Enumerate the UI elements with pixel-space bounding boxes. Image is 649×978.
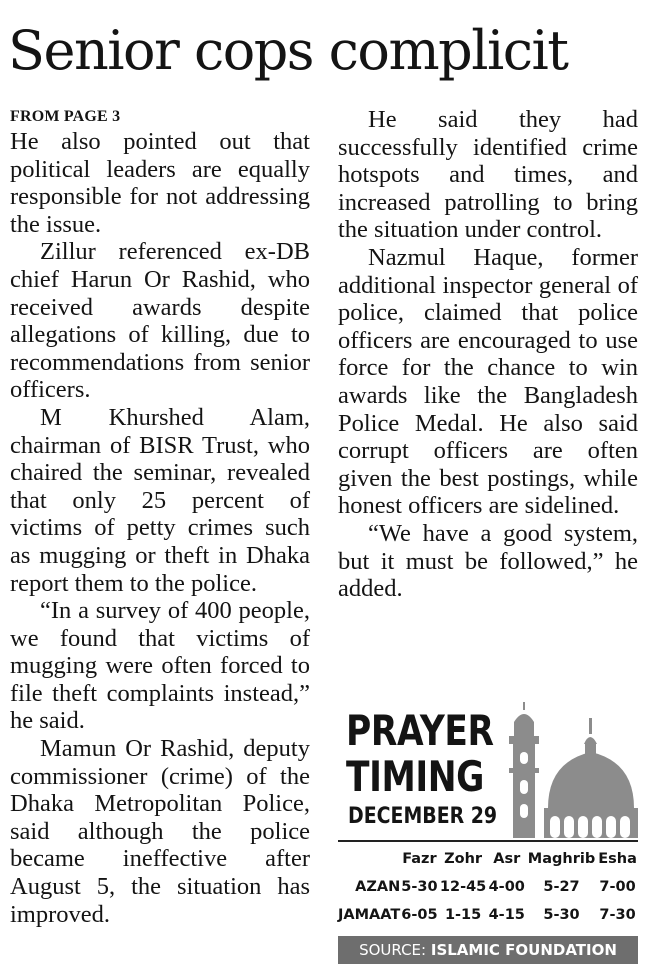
article-paragraph: He also pointed out that political leaders are equally responsible for not addressing the issue. [10, 128, 310, 238]
column-header: Zohr [444, 851, 483, 867]
column-header: Maghrib [527, 851, 596, 867]
row-label: AZAN [355, 879, 401, 895]
article-paragraph: Nazmul Haque, former additional inspector general of police, claimed that police officers are encouraged to use force for the chance to win awards like the Bangladesh Police Medal. He also said corrupt officers are often given the best postings, while honest officers are sidelined. [338, 243, 638, 520]
time-cell: 5-30 [543, 907, 580, 923]
time-cell: 1-15 [444, 907, 482, 923]
prayer-timing-box [338, 700, 638, 968]
header-empty [338, 845, 400, 873]
source-prefix: SOURCE: [359, 941, 431, 959]
prayer-title-line2: TIMING [346, 752, 485, 801]
time-cell: 5-27 [543, 879, 580, 895]
article-paragraph: M Khurshed Alam, chairman of BISR Trust, who chaired the seminar, revealed that only 25 percent of victims of petty crimes such as mugging or theft in Dhaka report them to the police. [10, 403, 310, 597]
headline: Senior cops complicit [8, 19, 568, 82]
column-header: Esha [598, 851, 637, 867]
source-bar [338, 936, 638, 964]
prayer-divider [338, 840, 638, 842]
prayer-title-line1: PRAYER [346, 706, 494, 755]
table-header-row [338, 845, 638, 873]
article-column-right [338, 106, 638, 603]
time-cell: 7-30 [599, 907, 636, 923]
prayer-date: DECEMBER 29 [348, 804, 498, 829]
source-name: ISLAMIC FOUNDATION [430, 941, 617, 959]
table-row [338, 873, 638, 901]
column-header: Asr [493, 851, 521, 867]
table-row [338, 901, 638, 929]
article-column-left [10, 106, 310, 928]
article-paragraph: “In a survey of 400 people, we found that victims of mugging were often forced to file theft complaints instead,” he said. [10, 597, 310, 735]
jump-label: FROM PAGE 3 [10, 108, 121, 125]
prayer-times-table [338, 845, 638, 929]
article-paragraph: Zillur referenced ex-DB chief Harun Or Rashid, who received awards despite allegations of killing, due to recommendations from senior officers. [10, 238, 310, 404]
article-paragraph: Mamun Or Rashid, deputy commissioner (crime) of the Dhaka Metropolitan Police, said although the police became ineffective after August 5, the situation has improved. [10, 735, 310, 928]
row-label: JAMAAT [338, 907, 401, 923]
mosque-icon [498, 700, 638, 838]
column-header: Fazr [402, 851, 437, 867]
article-paragraph: “We have a good system, but it must be followed,” he added. [338, 519, 638, 603]
time-cell: 4-00 [488, 879, 525, 895]
time-cell: 6-05 [401, 907, 438, 923]
time-cell: 12-45 [439, 879, 487, 895]
time-cell: 4-15 [488, 907, 525, 923]
article-paragraph: He said they had successfully identified crime hotspots and times, and increased patrolling to bring the situation under control. [338, 106, 638, 244]
time-cell: 7-00 [599, 879, 636, 895]
time-cell: 5-30 [401, 879, 438, 895]
